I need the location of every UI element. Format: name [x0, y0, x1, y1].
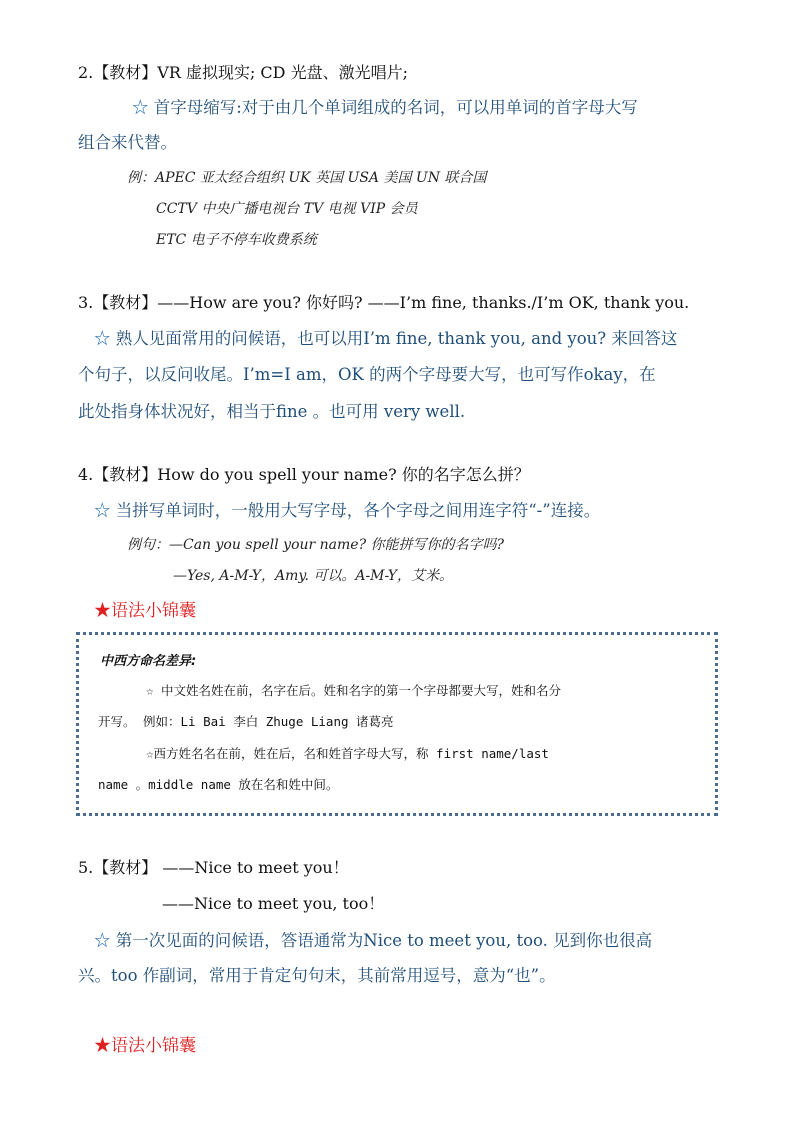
section-2-note-line-1	[132, 94, 638, 118]
section-3-heading: 3.【教材】——How are you? 你好吗? ——I’m fine, thanks./I’m OK, thank you.	[78, 293, 690, 312]
section-2-note-line-2: 组合来代替。	[78, 133, 177, 152]
section-5-note-text: 第一次见面的问候语，答语通常为Nice to meet you, too. 见到你也很高	[115, 931, 653, 950]
box-title: 中西方命名差异:	[100, 654, 197, 669]
section-5-note-line-1	[94, 927, 652, 951]
grammar-tip-label: 语法小锦囊	[111, 1036, 196, 1056]
section-5-heading: 5.【教材】 ——Nice to meet you！	[78, 858, 349, 877]
section-3-note-text: 熟人见面常用的问候语，也可以用I’m fine, thank you, and you? 来回答这	[115, 329, 678, 348]
section-4-heading: 4.【教材】How do you spell your name? 你的名字怎么拼？	[78, 465, 530, 484]
white-star-icon: ☆	[94, 501, 111, 520]
section-3-note-line-2: 个句子，以反问收尾。I’m=I am，OK 的两个字母要大写，也可写作okay，在	[78, 365, 656, 384]
section-2-heading: 2.【教材】VR 虚拟现实; CD 光盘、激光唱片;	[78, 63, 408, 82]
section-3-note-line-1	[94, 325, 677, 349]
section-3-note-line-3: 此处指身体状况好，相当于fine 。也可用 very well.	[78, 402, 466, 421]
white-star-icon: ☆	[94, 931, 111, 950]
example-sentence: 例句：—Can you spell your name? 你能拼写你的名字吗?	[127, 537, 505, 553]
section-2-note-text: 首字母缩写:对于由几个单词组成的名词，可以用单词的首字母大写	[153, 98, 638, 117]
example-sentence: —Yes, A-M-Y，Amy. 可以。A-M-Y，艾米。	[173, 568, 453, 584]
box-line: ☆西方姓名名在前，姓在后，名和姓首字母大写，称 first name/last	[146, 746, 549, 761]
black-star-icon: ★	[94, 1036, 111, 1056]
grammar-tip-heading	[94, 1031, 196, 1056]
section-4-note-text: 当拼写单词时，一般用大写字母，各个字母之间用连字符“-”连接。	[115, 501, 601, 520]
section-4-note	[94, 497, 600, 521]
box-line: name 。middle name 放在名和姓中间。	[98, 777, 339, 792]
box-line: ☆ 中文姓名姓在前，名字在后。姓和名字的第一个字母都要大写，姓和名分	[146, 683, 562, 698]
white-star-icon: ☆	[94, 329, 111, 348]
white-star-icon: ☆	[132, 98, 149, 117]
example-line: 例：APEC 亚太经合组织 UK 英国 USA 美国 UN 联合国	[127, 170, 487, 186]
section-5-reply: ——Nice to meet you, too！	[162, 894, 385, 913]
section-5-note-line-2: 兴。too 作副词，常用于肯定句句末，其前常用逗号，意为“也”。	[78, 966, 556, 985]
example-line: CCTV 中央广播电视台 TV 电视 VIP 会员	[156, 201, 418, 217]
black-star-icon: ★	[94, 601, 111, 621]
grammar-tip-heading	[94, 596, 196, 621]
grammar-tip-label: 语法小锦囊	[111, 601, 196, 621]
example-line: ETC 电子不停车收费系统	[156, 232, 317, 248]
box-line: 开写。 例如：Li Bai 李白 Zhuge Liang 诸葛亮	[98, 714, 394, 729]
